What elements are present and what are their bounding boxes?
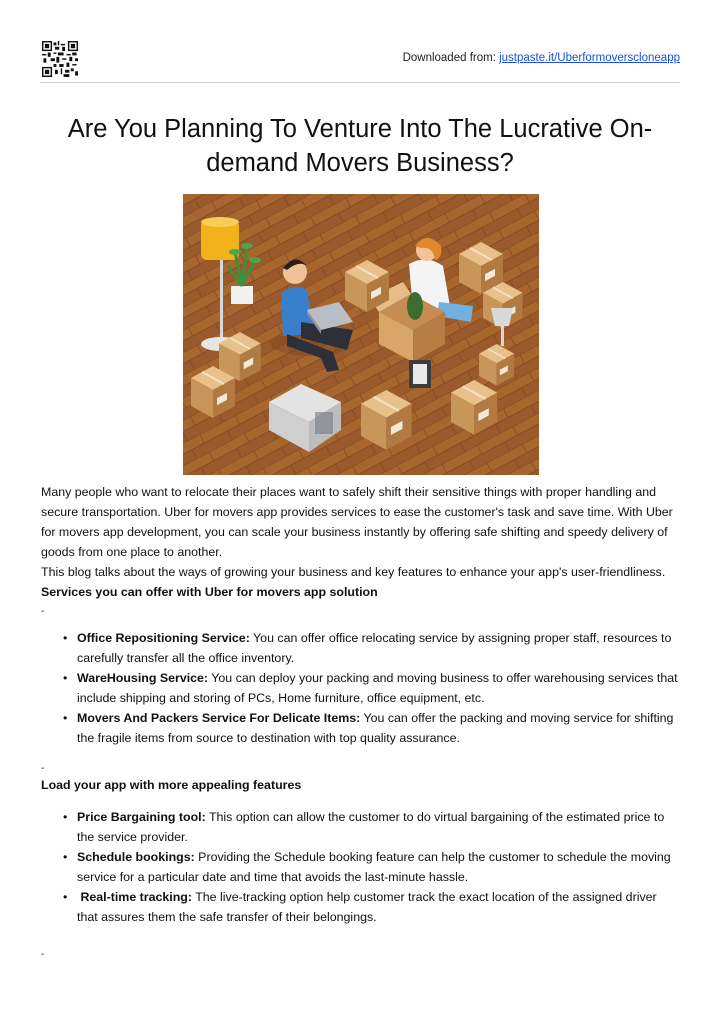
list-item	[77, 708, 680, 748]
item-title: Schedule bookings:	[77, 850, 195, 864]
qr-code-icon	[42, 41, 78, 77]
separator: -	[41, 763, 45, 774]
features-list	[41, 807, 680, 927]
item-title: WareHousing Service:	[77, 671, 209, 685]
separator: -	[41, 606, 45, 617]
blog-summary: This blog talks about the ways of growing your business and key features to enhance your app's user-friendliness.	[41, 565, 666, 579]
item-text: You can offer the packing and moving service for shifting the fragile items from source to destination with top quality assurance.	[77, 711, 674, 745]
section-heading-features: Load your app with more appealing features	[41, 778, 302, 792]
source-link[interactable]: justpaste.it/Uberformoverscloneapp	[499, 52, 680, 64]
download-source	[403, 52, 680, 64]
separator: -	[41, 949, 45, 960]
item-text: You can deploy your packing and moving business to offer warehousing services that include shipping and storing of PCs, Home furniture, office equipment, etc.	[77, 671, 678, 705]
section-heading-services: Services you can offer with Uber for movers app solution	[41, 585, 378, 599]
item-text: The live-tracking option help customer track the exact location of the assigned driver that assures them the safe transfer of their belongings.	[77, 890, 657, 924]
item-text: This option can allow the customer to do virtual bargaining of the estimated price to the service provider.	[77, 810, 665, 844]
item-text: Providing the Schedule booking feature can help the customer to schedule the moving service for a particular date and time that avoids the last-minute hassle.	[77, 850, 671, 884]
item-title: Office Repositioning Service:	[77, 631, 250, 645]
list-item	[77, 628, 680, 668]
list-item	[77, 807, 680, 847]
list-item	[77, 887, 680, 927]
intro-paragraph: Many people who want to relocate their places want to safely shift their sensitive things with proper handling and secure transportation. Uber for movers app provides services to ease the customer's task and save time. With Uber for movers app development, you can scale your business instantly by offering safe shifting and speedy delivery of goods from one place to another.	[41, 485, 673, 559]
moving-illustration	[183, 194, 539, 475]
download-label: Downloaded from:	[402, 52, 496, 64]
item-title: Price Bargaining tool:	[77, 810, 206, 824]
services-list	[41, 628, 680, 748]
item-title: Movers And Packers Service For Delicate Items:	[77, 711, 361, 725]
header-divider	[40, 82, 680, 83]
list-item	[77, 668, 680, 708]
list-item	[77, 847, 680, 887]
page-title: Are You Planning To Venture Into The Lucrative On-demand Movers Business?	[67, 115, 653, 177]
item-text: You can offer office relocating service by assigning proper staff, resources to carefully transfer all the office inventory.	[77, 631, 672, 665]
item-title: Real-time tracking:	[77, 890, 192, 904]
article-body	[41, 482, 680, 965]
